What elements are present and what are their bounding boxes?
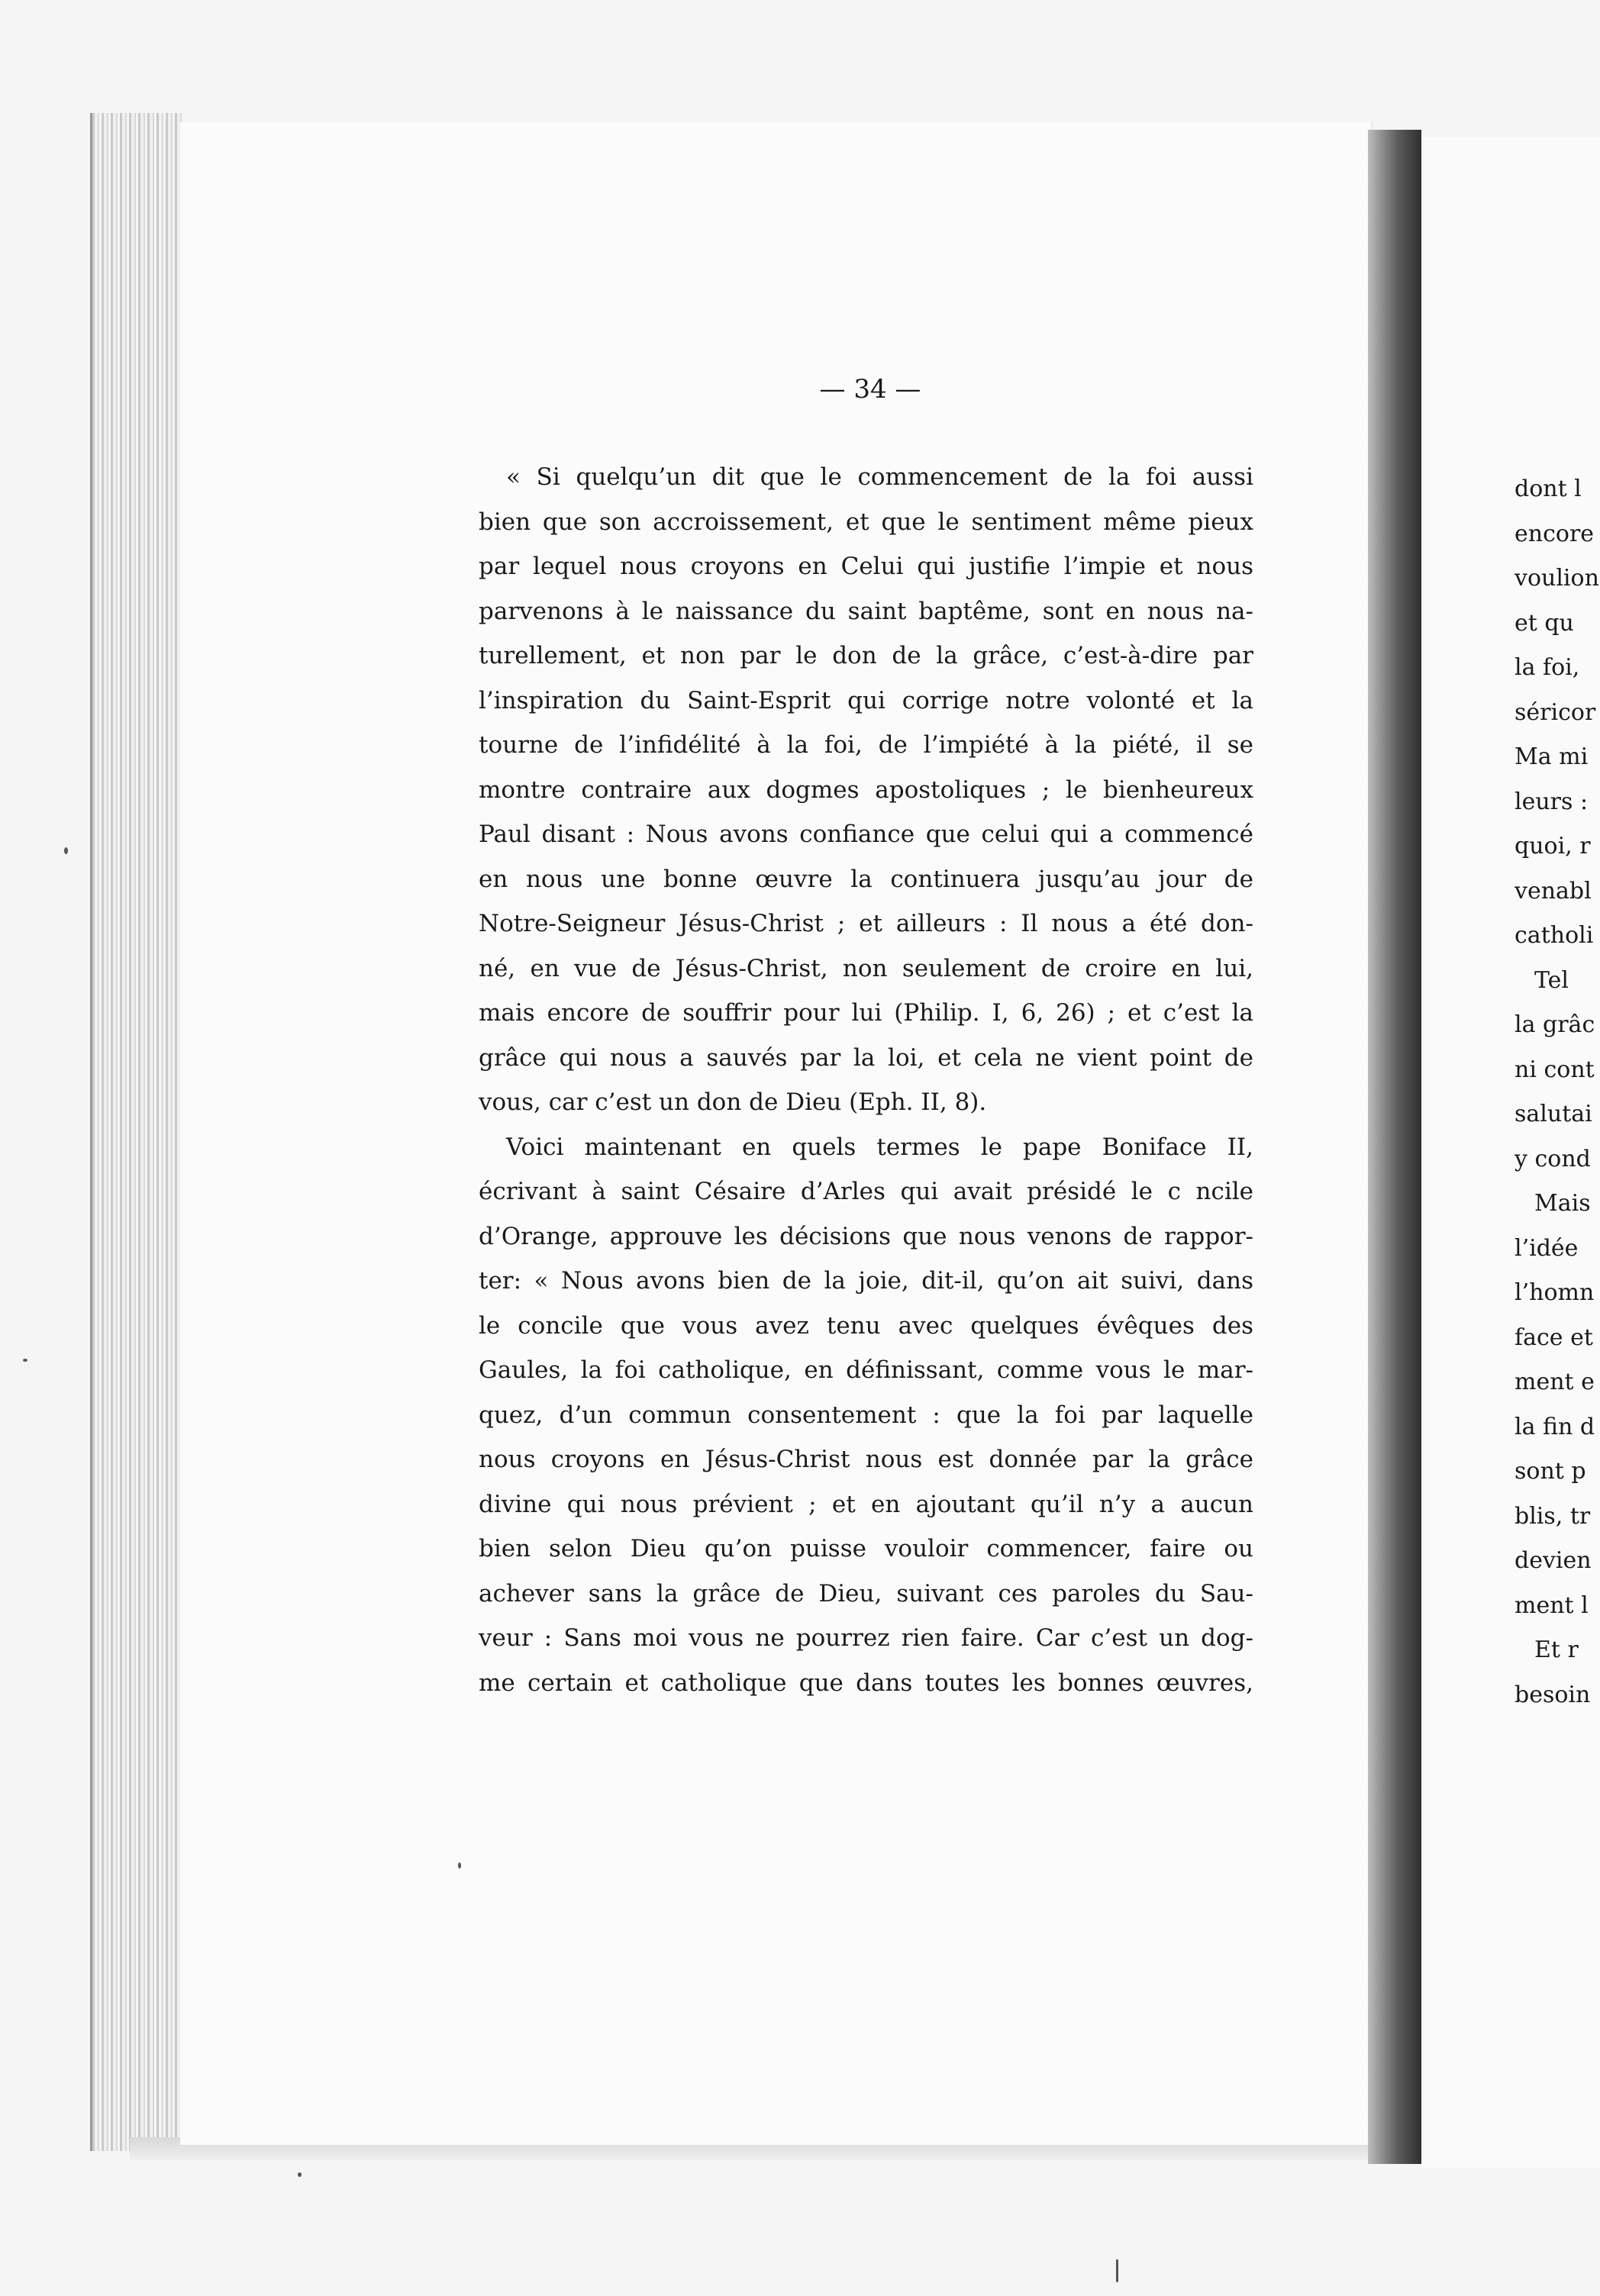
facing-page-line: la grâc xyxy=(1515,1011,1595,1038)
text-line: écrivant à saint Césaire d’Arles qui avait présidé le c ncile xyxy=(479,1178,1253,1205)
scan-speck xyxy=(64,847,68,854)
text-line: achever sans la grâce de Dieu, suivant ces paroles du Sau- xyxy=(479,1579,1253,1608)
body-text xyxy=(479,455,1253,1705)
text-line: ter: « Nous avons bien de la joie, dit-il, qu’on ait suivi, dans xyxy=(479,1267,1253,1295)
facing-page-line: quoi, r xyxy=(1515,833,1591,859)
text-line: Voici maintenant en quels termes le pape Boniface II, xyxy=(506,1133,1253,1161)
facing-page-line: blis, tr xyxy=(1515,1502,1591,1530)
facing-page-line: dont l xyxy=(1515,476,1582,502)
text-line: en nous une bonne œuvre la continuera jusqu’au jour de xyxy=(479,865,1253,893)
book-page-edges xyxy=(90,113,184,2151)
text-line: quez, d’un commun consentement : que la foi par laquelle xyxy=(479,1401,1253,1429)
facing-page-line: venabl xyxy=(1515,877,1592,905)
scan-speck xyxy=(298,2172,302,2177)
scan-speck xyxy=(458,1862,461,1869)
facing-page-line: besoin xyxy=(1515,1681,1591,1708)
scan-speck xyxy=(23,1359,27,1362)
facing-page-line: Tel xyxy=(1534,966,1569,994)
facing-page-line: catholi xyxy=(1515,922,1594,949)
facing-page-line: la foi, xyxy=(1515,654,1580,681)
text-line: montre contraire aux dogmes apostoliques ; le bienheureux xyxy=(479,776,1253,804)
facing-page-line: leurs : xyxy=(1515,788,1589,815)
paragraphs xyxy=(479,455,1253,1705)
text-line: tourne de l’infidélité à la foi, de l’impiété à la piété, il se xyxy=(479,731,1253,759)
facing-page-line: face et xyxy=(1515,1324,1593,1351)
facing-page-line: l’homn xyxy=(1515,1279,1595,1306)
facing-page-line: séricor xyxy=(1515,698,1596,726)
text-line: par lequel nous croyons en Celui qui justifie l’impie et nous xyxy=(479,553,1253,580)
text-line: me certain et catholique que dans toutes les bonnes œuvres, xyxy=(479,1669,1253,1697)
facing-page-line: ment e xyxy=(1515,1369,1595,1395)
scan-speck xyxy=(1116,2259,1118,2282)
facing-page-text xyxy=(1515,467,1600,1717)
facing-page-line: salutai xyxy=(1515,1101,1592,1127)
text-line: turellement, et non par le don de la grâce, c’est-à-dire par xyxy=(479,642,1253,669)
text-line: bien selon Dieu qu’on puisse vouloir commencer, faire ou xyxy=(479,1535,1253,1562)
facing-page-line: et qu xyxy=(1515,609,1574,637)
facing-page-line: Ma mi xyxy=(1515,743,1589,770)
text-line: bien que son accroissement, et que le sentiment même pieux xyxy=(479,508,1253,536)
facing-page-line: devien xyxy=(1515,1547,1592,1574)
facing-page-line: y cond xyxy=(1515,1145,1591,1172)
facing-page-line: Et r xyxy=(1534,1637,1579,1663)
text-line: mais encore de souffrir pour lui (Philip. I, 6, 26) ; et c’est la xyxy=(479,999,1253,1027)
text-line: Gaules, la foi catholique, en définissant, comme vous le mar- xyxy=(479,1356,1253,1384)
gutter-shadow xyxy=(1368,130,1421,2164)
page-number: — 34 — xyxy=(819,374,921,405)
facing-page-line: Mais xyxy=(1534,1190,1591,1217)
text-line: vous, car c’est un don de Dieu (Eph. II, 8). xyxy=(479,1088,987,1116)
text-line: né, en vue de Jésus-Christ, non seulement de croire en lui, xyxy=(479,954,1253,982)
facing-page-line: la fin d xyxy=(1515,1413,1595,1440)
text-line: parvenons à le naissance du saint baptême, sont en nous na- xyxy=(479,597,1253,625)
facing-page-line: ment l xyxy=(1515,1591,1589,1619)
facing-page-line: ni cont xyxy=(1515,1056,1595,1083)
facing-page-line: l’idée xyxy=(1515,1234,1579,1262)
facing-page-line: sont p xyxy=(1515,1458,1586,1485)
facing-page-line: voulion xyxy=(1515,565,1599,592)
text-line: divine qui nous prévient ; et en ajoutant qu’il n’y a aucun xyxy=(479,1490,1253,1518)
text-line: d’Orange, approuve les décisions que nous venons de rappor- xyxy=(479,1222,1253,1250)
facing-page-line: encore xyxy=(1515,520,1595,547)
text-line: grâce qui nous a sauvés par la loi, et cela ne vient point de xyxy=(479,1043,1253,1072)
text-line: « Si quelqu’un dit que le commencement de la foi aussi xyxy=(506,463,1253,491)
text-line: le concile que vous avez tenu avec quelques évêques des xyxy=(479,1311,1253,1340)
text-line: Notre-Seigneur Jésus-Christ ; et ailleurs : Il nous a été don- xyxy=(479,910,1253,937)
text-line: nous croyons en Jésus-Christ nous est donnée par la grâce xyxy=(479,1446,1253,1473)
text-line: Paul disant : Nous avons confiance que celui qui a commencé xyxy=(479,821,1253,848)
text-line: l’inspiration du Saint-Esprit qui corrige notre volonté et la xyxy=(479,686,1253,714)
text-line: veur : Sans moi vous ne pourrez rien faire. Car c’est un dog- xyxy=(479,1624,1253,1652)
